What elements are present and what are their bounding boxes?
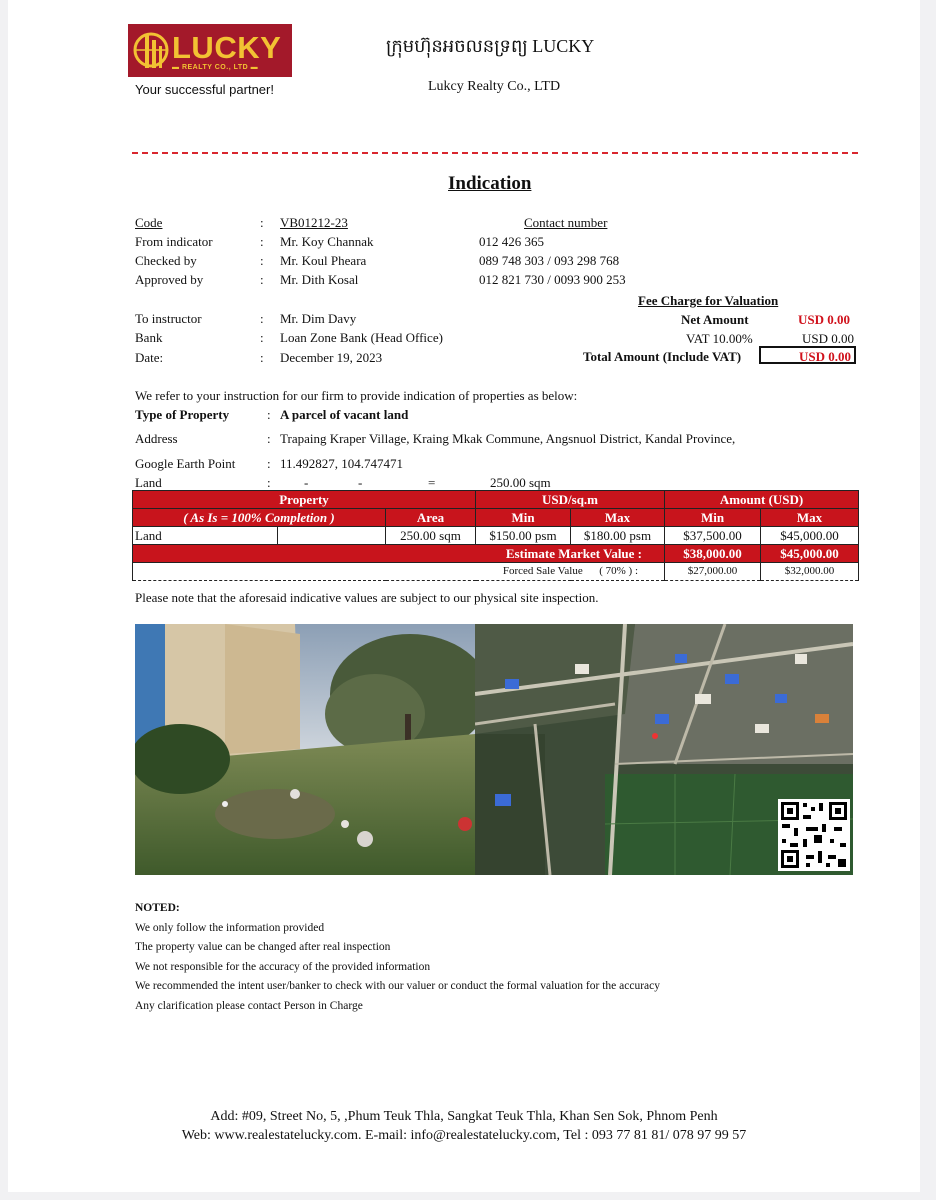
fsv-max: $32,000.00 — [761, 563, 859, 581]
valuation-table — [132, 490, 859, 581]
list-item: We not responsible for the accuracy of the provided information — [135, 960, 431, 973]
total-amount-value: USD 0.00 — [798, 349, 851, 364]
land-equals: = — [428, 475, 436, 490]
document-title: Indication — [448, 173, 532, 194]
colon: : — [260, 311, 264, 326]
net-amount-label: Net Amount — [681, 312, 749, 327]
footer-address: Add: #09, Street No, 5, ,Phum Teuk Thla, Sangkat Teuk Thla, Khan Sen Sok, Phnom Penh — [210, 1109, 718, 1124]
checked-by-label: Checked by — [135, 253, 197, 268]
cell-property-name: Land — [133, 527, 278, 545]
code-value: VB01212-23 — [280, 215, 348, 230]
satellite-map-image — [475, 624, 853, 875]
fsv-label: Forced Sale Value — [502, 565, 583, 577]
header-min-psm: Min — [476, 509, 571, 527]
bank-value: Loan Zone Bank (Head Office) — [280, 330, 443, 345]
company-name: Lukcy Realty Co., LTD — [428, 79, 561, 94]
fee-charge-title: Fee Charge for Valuation — [638, 293, 779, 308]
from-indicator-value: Mr. Koy Channak — [280, 234, 374, 249]
from-indicator-phone: 012 426 365 — [479, 234, 544, 249]
khmer-company-title: ក្រុមហ៊ុនអចលនទ្រព្យ LUCKY — [386, 36, 595, 56]
instructor-value: Mr. Dim Davy — [280, 311, 357, 326]
qr-code-icon — [778, 799, 850, 871]
vat-label: VAT 10.00% — [686, 331, 753, 346]
header-amount: Amount (USD) — [665, 491, 859, 509]
colon: : — [267, 475, 271, 490]
notes-section — [135, 899, 660, 1016]
gps-label: Google Earth Point — [135, 456, 236, 471]
instructor-label: To instructor — [135, 311, 202, 326]
logo-building-icon — [132, 28, 170, 73]
header-divider — [132, 152, 858, 154]
land-dash: - — [358, 475, 363, 490]
colon: : — [260, 330, 264, 345]
code-label: Code — [135, 215, 163, 230]
header-property: Property — [133, 491, 476, 509]
header-usd-sqm: USD/sq.m — [476, 491, 665, 509]
from-indicator-label: From indicator — [135, 234, 213, 249]
colon: : — [260, 234, 264, 249]
date-value: December 19, 2023 — [280, 350, 383, 365]
header-as-is: ( As Is = 100% Completion ) — [133, 509, 386, 527]
approved-by-label: Approved by — [135, 272, 204, 287]
table-subheader-row — [133, 509, 859, 527]
property-type-label: Type of Property — [135, 407, 230, 422]
land-dash: - — [304, 475, 309, 490]
emv-label: Estimate Market Value : — [133, 545, 665, 563]
estimate-market-value-row — [133, 545, 859, 563]
cell-min-psm: $150.00 psm — [476, 527, 571, 545]
cell-area: 250.00 sqm — [386, 527, 476, 545]
land-label: Land — [135, 475, 162, 490]
list-item: We recommended the intent user/banker to check with our valuer or conduct the formal valuation for the accuracy — [135, 980, 660, 992]
approved-by-value: Mr. Dith Kosal — [280, 272, 359, 287]
emv-max: $45,000.00 — [761, 545, 859, 563]
list-item: We only follow the information provided — [135, 921, 325, 934]
cell-max-psm: $180.00 psm — [571, 527, 665, 545]
logo-subtitle: ▬ REALTY CO., LTD ▬ — [172, 64, 259, 71]
disclaimer-text: Please note that the aforesaid indicative values are subject to our physical site inspection. — [135, 590, 599, 605]
cell-min-amount: $37,500.00 — [665, 527, 761, 545]
property-type-value: A parcel of vacant land — [280, 407, 409, 422]
cell-max-amount: $45,000.00 — [761, 527, 859, 545]
header-max-psm: Max — [571, 509, 665, 527]
footer-contact: Web: www.realestatelucky.com. E-mail: info@realestatelucky.com, Tel : 093 77 81 81/ 078 97 99 57 — [181, 1128, 747, 1143]
net-amount-value: USD 0.00 — [798, 312, 851, 327]
address-label: Address — [135, 431, 178, 446]
total-amount-box — [759, 346, 856, 364]
gps-value: 11.492827, 104.747471 — [280, 456, 404, 471]
checked-by-value: Mr. Koul Pheara — [280, 253, 367, 268]
fsv-min: $27,000.00 — [665, 563, 761, 581]
bank-label: Bank — [135, 330, 163, 345]
table-row — [133, 527, 859, 545]
colon: : — [267, 431, 271, 446]
logo-word: LUCKY — [172, 30, 282, 65]
header-max-amount: Max — [761, 509, 859, 527]
checked-by-phone: 089 748 303 / 093 298 768 — [479, 253, 620, 268]
tagline: Your successful partner! — [135, 82, 274, 97]
contact-number-heading: Contact number — [524, 215, 608, 230]
forced-sale-row — [133, 563, 859, 581]
site-photo — [135, 624, 475, 875]
colon: : — [260, 215, 264, 230]
cell-empty — [278, 527, 386, 545]
emv-min: $38,000.00 — [665, 545, 761, 563]
fsv-label-cell — [133, 563, 665, 581]
land-value: 250.00 sqm — [490, 475, 551, 490]
intro-text: We refer to your instruction for our firm to provide indication of properties as below: — [135, 388, 578, 403]
date-label: Date: — [135, 350, 164, 365]
colon: : — [267, 407, 271, 422]
list-item: The property value can be changed after real inspection — [135, 941, 391, 953]
table-header-row — [133, 491, 859, 509]
vat-value: USD 0.00 — [802, 331, 855, 346]
total-amount-label: Total Amount (Include VAT) — [583, 349, 742, 364]
colon: : — [267, 456, 271, 471]
colon: : — [260, 253, 264, 268]
fsv-percent: ( 70% ) : — [599, 565, 639, 577]
list-item: Any clarification please contact Person in Charge — [135, 999, 363, 1012]
colon: : — [260, 350, 264, 365]
colon: : — [260, 272, 264, 287]
address-value: Trapaing Kraper Village, Kraing Mkak Commune, Angsnuol District, Kandal Province, — [280, 431, 736, 446]
notes-title: NOTED: — [135, 902, 180, 914]
approved-by-phone: 012 821 730 / 0093 900 253 — [479, 272, 626, 287]
header-min-amount: Min — [665, 509, 761, 527]
company-logo — [128, 24, 292, 77]
document-page — [8, 0, 920, 1192]
header-area: Area — [386, 509, 476, 527]
